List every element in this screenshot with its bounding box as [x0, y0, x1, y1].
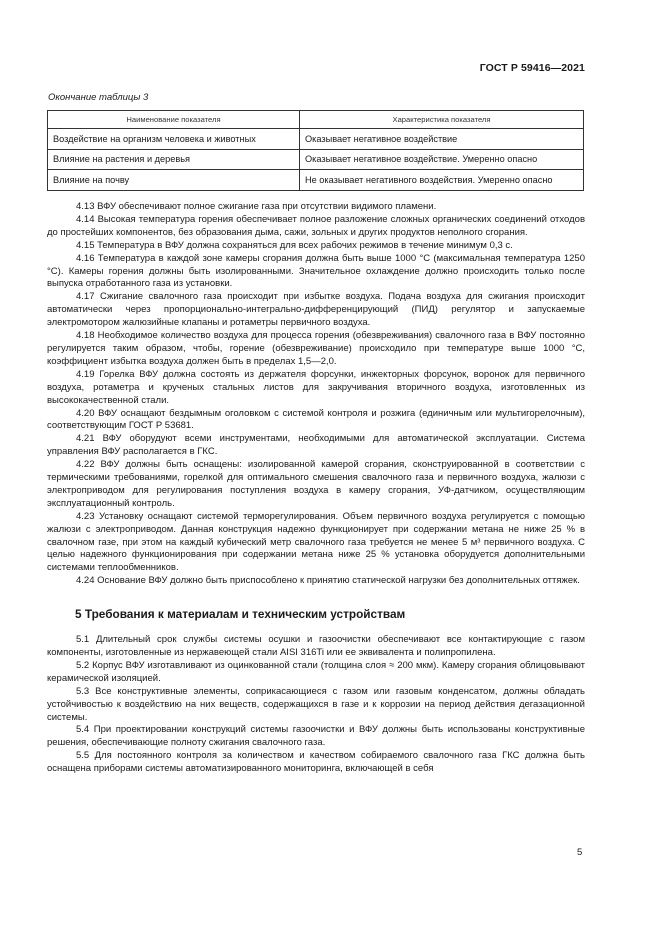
paragraph-5-4: 5.4 При проектировании конструкций системы газоочистки и ВФУ должны быть использованы конструктивные решения, обеспечивающие полноту сжигания свалочного газа. — [47, 724, 585, 749]
paragraph-4-18: 4.18 Необходимое количество воздуха для процесса горения (обезвреживания) свалочного газа в ВФУ постоянно регулируется таким образом, чтобы, горение (обезвреживание) происходило при температуре выше 1000 °С, коэффициент избытка воздуха должен быть в пределах 1,5—2,0. — [47, 330, 585, 367]
table-row — [48, 170, 584, 191]
paragraph-4-17: 4.17 Сжигание свалочного газа происходит при избытке воздуха. Подача воздуха для сжигания происходит автоматически через пропорционально-интегрально-дифференцирующий (ПИД) регулятор и запускаемые электромотором жалюзийные клапаны и ротаметры первичного воздуха. — [47, 291, 585, 329]
paragraph-4-21: 4.21 ВФУ оборудуют всеми инструментами, необходимыми для автоматической эксплуатации. Система управления ВФУ располагается в ГКС. — [47, 433, 585, 458]
paragraph-5-3: 5.3 Все конструктивные элементы, соприкасающиеся с газом или газовым конденсатом, должны обладать устойчивостью к воздействию на них веществ, содержащихся в газе и к коррозии на период действия дегазационной системы. — [47, 685, 585, 723]
paragraph-5-2: 5.2 Корпус ВФУ изготавливают из оцинкованной стали (толщина слоя ≈ 200 мкм). Камеру сгорания облицовывают керамической изоляцией. — [47, 659, 585, 684]
table-cell: Не оказывает негативного воздействия. Умеренно опасно — [300, 170, 584, 191]
paragraph-5-1: 5.1 Длительный срок службы системы осушки и газоочистки обеспечивают все контактирующие с газом компоненты, изготовленные из нержавеющей стали AISI 316Ti или ее эквивалента и полипропилена. — [47, 634, 585, 658]
table-cell: Воздействие на организм человека и животных — [48, 129, 300, 150]
paragraph-4-19: 4.19 Горелка ВФУ должна состоять из держателя форсунки, инжекторных форсунок, воронок для первичного воздуха, ротаметра и крученых стальных листов для закручивания вторичного воздуха, изготовленных из высококачественной стали. — [47, 368, 585, 406]
standard-header: ГОСТ Р 59416—2021 — [479, 62, 585, 74]
paragraph-5-5: 5.5 Для постоянного контроля за количеством и качеством собираемого свалочного газа ГКС должна быть оснащена приборами системы автоматизированного мониторинга, включающей в себя — [47, 750, 585, 775]
table-cell: Оказывает негативное воздействие. Умеренно опасно — [300, 149, 584, 170]
table-header-row — [48, 111, 584, 129]
table-header-characteristic: Характеристика показателя — [300, 111, 584, 129]
table-cell: Влияние на растения и деревья — [48, 149, 300, 170]
paragraph-4-22: 4.22 ВФУ должны быть оснащены: изолированной камерой сгорания, сконструированной в соответствии с термическими требованиями, горелкой для оптимального смешения свалочного газа и первичного воздуха, жалюзи с электроприводом для регулирования поступления воздуха в камеру сгорания, УФ-датчиком, осуществляющим эксплуатационный контроль. — [47, 459, 585, 509]
table-row — [48, 129, 584, 150]
document-body — [47, 201, 585, 776]
table-cell: Оказывает негативное воздействие — [300, 129, 584, 150]
paragraph-4-16: 4.16 Температура в каждой зоне камеры сгорания должна быть выше 1000 °С (максимальная температура 1250 °С). Камеры горения должны быть изолированными. Значительное охлаждение должно происходить только после выпуска отработанного газа из установки. — [47, 252, 585, 290]
paragraph-4-14: 4.14 Высокая температура горения обеспечивает полное разложение сложных органических соединений отходов до простейших компонентов, без образования дыма, сажи, зольных и других продуктов неполного сгорания. — [47, 213, 585, 238]
table-caption: Окончание таблицы 3 — [48, 92, 149, 103]
paragraph-4-15: 4.15 Температура в ВФУ должна сохраняться для всех рабочих режимов в течение минимум 0,3 с. — [76, 239, 513, 251]
paragraph-4-24: 4.24 Основание ВФУ должно быть приспособлено к принятию статической нагрузки без дополнительных оттяжек. — [76, 575, 580, 587]
table-cell: Влияние на почву — [48, 170, 300, 191]
section-5-heading: 5 Требования к материалам и техническим устройствам — [75, 607, 406, 622]
paragraph-4-20: 4.20 ВФУ оснащают бездымным оголовком с системой контроля и розжига (единичным или мультигорелочным), соответствующим ГОСТ Р 53681. — [47, 407, 585, 432]
table-header-indicator: Наименование показателя — [48, 111, 300, 129]
paragraph-4-13: 4.13 ВФУ обеспечивают полное сжигание газа при отсутствии видимого пламени. — [76, 201, 437, 212]
table-row — [48, 149, 584, 170]
page-number: 5 — [577, 847, 583, 858]
paragraph-4-23: 4.23 Установку оснащают системой терморегулирования. Объем первичного воздуха регулируется с помощью жалюзи с электроприводом. Данная конструкция надежно функционирует при содержании метана не ниже 25 % в свалочном газе, при этом на каждый кубический метр свалочного газа требуется не менее 5 м³ первичного воздуха. С целью надежного функционирования при содержании метана ниже 25 % установка оборудуется дополнительными системами теплообменников. — [47, 510, 585, 574]
indicator-table — [47, 110, 584, 191]
